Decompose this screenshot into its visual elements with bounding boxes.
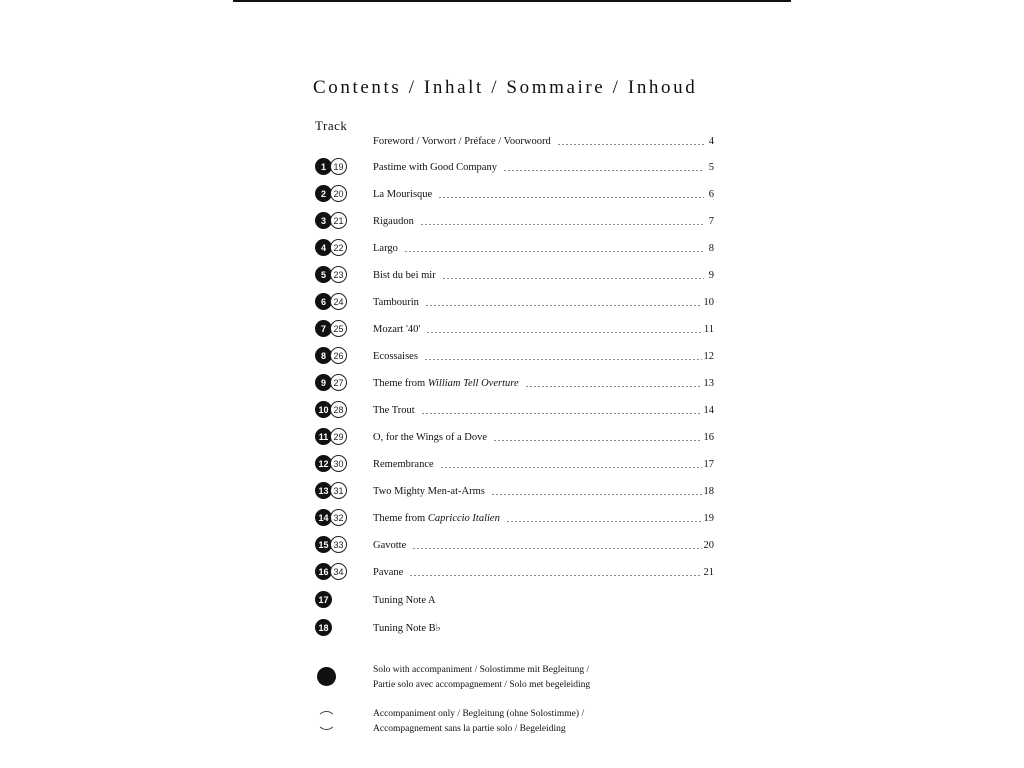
page-title: Contents / Inhalt / Sommaire / Inhoud (313, 77, 698, 98)
entry-title-italic: William Tell Overture (427, 377, 519, 389)
track-number-outline-icon: 24 (330, 293, 347, 310)
page-number: 12 (703, 350, 714, 362)
track-number-outline-icon: 26 (330, 347, 347, 364)
contents-entry (373, 319, 714, 339)
entry-title (373, 540, 412, 551)
page-number: 7 (708, 215, 714, 227)
page-number: 6 (708, 188, 714, 200)
contents-row (0, 481, 1024, 501)
page-number: 8 (708, 242, 714, 254)
contents-entry (373, 590, 714, 610)
contents-entry (373, 157, 714, 177)
page-number: 16 (703, 431, 714, 443)
legend-accompaniment-text (373, 707, 584, 737)
contents-row (0, 211, 1024, 231)
entry-title-text: Mozart '40' (373, 323, 421, 335)
entry-title (373, 432, 493, 443)
entry-title-text: Gavotte (373, 539, 407, 551)
contents-entry (373, 265, 714, 285)
entry-title (373, 513, 506, 524)
entry-title-italic: Capriccio Italien (427, 512, 500, 524)
page-number: 14 (703, 404, 714, 416)
track-number-solid-icon: 7 (315, 320, 332, 337)
dot-leader (412, 548, 701, 549)
page-number: 11 (703, 323, 714, 335)
entry-title (373, 378, 525, 389)
dot-leader (421, 413, 702, 414)
track-number-solid-icon: 18 (315, 619, 332, 636)
contents-row (0, 157, 1024, 177)
contents-row (0, 346, 1024, 366)
entry-title-text: Theme from (373, 377, 428, 389)
contents-entry (373, 454, 714, 474)
contents-row (0, 508, 1024, 528)
page-number: 9 (708, 269, 714, 281)
contents-entry (373, 508, 714, 528)
entry-title-text: Pavane (373, 566, 404, 578)
track-number-outline-icon: 23 (330, 266, 347, 283)
dot-leader (438, 197, 704, 198)
entry-title-text: Two Mighty Men-at-Arms (373, 485, 485, 497)
entry-title-text: Theme from (373, 512, 428, 524)
contents-entry (373, 184, 714, 204)
entry-title-text: Pastime with Good Company (373, 161, 497, 173)
track-number-outline-icon: 33 (330, 536, 347, 553)
contents-row (0, 238, 1024, 258)
dot-leader (424, 359, 702, 360)
page-number: 19 (703, 512, 714, 524)
entry-title-text: Largo (373, 242, 398, 254)
contents-row (0, 373, 1024, 393)
track-number-solid-icon: 12 (315, 455, 332, 472)
track-number-solid-icon: 11 (315, 428, 332, 445)
page-number: 17 (703, 458, 714, 470)
track-number-solid-icon: 14 (315, 509, 332, 526)
track-number-solid-icon: 4 (315, 239, 332, 256)
entry-title-text: Remembrance (373, 458, 434, 470)
legend-solo-line-1: Solo with accompaniment / Solostimme mit Begleitung / (373, 665, 590, 675)
contents-row (0, 131, 1024, 151)
track-number-outline-icon: 30 (330, 455, 347, 472)
entry-title (373, 324, 426, 335)
contents-entry (373, 400, 714, 420)
page-number: 21 (703, 566, 714, 578)
dot-leader (557, 144, 704, 145)
page-number: 10 (703, 296, 714, 308)
entry-title (373, 486, 491, 497)
contents-row (0, 562, 1024, 582)
page-number: 5 (708, 161, 714, 173)
entry-title-text: Bist du bei mir (373, 269, 436, 281)
page-number: 13 (703, 377, 714, 389)
entry-title (373, 351, 424, 362)
track-number-outline-icon: 34 (330, 563, 347, 580)
entry-title (373, 216, 420, 227)
dot-leader (420, 224, 704, 225)
page-number: 4 (708, 135, 714, 147)
dot-leader (493, 440, 702, 441)
page-number: 20 (703, 539, 714, 551)
contents-row (0, 535, 1024, 555)
dot-leader (426, 332, 702, 333)
track-number-outline-icon: 27 (330, 374, 347, 391)
track-number-outline-icon: 29 (330, 428, 347, 445)
track-number-solid-icon: 16 (315, 563, 332, 580)
dot-leader (425, 305, 702, 306)
dot-leader (503, 170, 704, 171)
dot-leader (440, 467, 702, 468)
contents-row (0, 184, 1024, 204)
dot-leader (404, 251, 704, 252)
contents-entry (373, 535, 714, 555)
entry-title (373, 459, 440, 470)
accompaniment-only-icon (317, 711, 336, 730)
entry-title-text: La Mourisque (373, 188, 433, 200)
track-number-outline-icon: 31 (330, 482, 347, 499)
contents-row (0, 454, 1024, 474)
solo-with-accompaniment-icon (317, 667, 336, 686)
track-number-outline-icon: 32 (330, 509, 347, 526)
contents-entry (373, 373, 714, 393)
legend-solo-text (373, 663, 590, 693)
track-column-heading: Track (315, 118, 348, 133)
dot-leader (491, 494, 702, 495)
entry-title (373, 297, 425, 308)
contents-entry (373, 346, 714, 366)
contents-entry (373, 131, 714, 151)
track-number-outline-icon: 20 (330, 185, 347, 202)
entry-title (373, 270, 442, 281)
contents-entry (373, 292, 714, 312)
entry-title (373, 243, 404, 254)
entry-title (373, 136, 557, 147)
contents-entry (373, 618, 714, 638)
contents-row (0, 590, 1024, 610)
track-number-solid-icon: 17 (315, 591, 332, 608)
entry-title (373, 567, 409, 578)
legend-accompaniment-line-2: Accompagnement sans la partie solo / Begeleiding (373, 724, 566, 734)
track-number-solid-icon: 8 (315, 347, 332, 364)
track-number-outline-icon: 22 (330, 239, 347, 256)
entry-title (373, 189, 438, 200)
entry-title (373, 405, 421, 416)
entry-title-text: Foreword / Vorwort / Préface / Voorwoord (373, 135, 551, 147)
entry-title-text: Rigaudon (373, 215, 414, 227)
entry-title-text: Ecossaises (373, 350, 418, 362)
track-number-solid-icon: 15 (315, 536, 332, 553)
entry-title-text: Tuning Note A (373, 594, 436, 606)
track-number-outline-icon: 21 (330, 212, 347, 229)
legend-solo-line-2: Partie solo avec accompagnement / Solo met begeleiding (373, 680, 591, 690)
track-number-solid-icon: 5 (315, 266, 332, 283)
track-number-solid-icon: 2 (315, 185, 332, 202)
track-number-outline-icon: 28 (330, 401, 347, 418)
dot-leader (506, 521, 702, 522)
contents-entry (373, 481, 714, 501)
entry-title (373, 162, 503, 173)
entry-title (373, 595, 442, 606)
dot-leader (442, 278, 704, 279)
contents-entry (373, 562, 714, 582)
page-number: 18 (703, 485, 714, 497)
contents-row (0, 265, 1024, 285)
contents-row (0, 618, 1024, 638)
track-number-solid-icon: 13 (315, 482, 332, 499)
track-number-solid-icon: 6 (315, 293, 332, 310)
contents-row (0, 319, 1024, 339)
entry-title (373, 622, 447, 634)
track-number-solid-icon: 3 (315, 212, 332, 229)
entry-title-text: Tambourin (373, 296, 419, 308)
entry-title-text: The Trout (373, 404, 415, 416)
track-number-solid-icon: 9 (315, 374, 332, 391)
track-number-outline-icon: 19 (330, 158, 347, 175)
contents-entry (373, 211, 714, 231)
entry-title-text: O, for the Wings of a Dove (373, 431, 487, 443)
contents-row (0, 427, 1024, 447)
contents-entry (373, 238, 714, 258)
contents-row (0, 292, 1024, 312)
contents-row (0, 400, 1024, 420)
entry-title-text: Tuning Note B♭ (373, 623, 441, 634)
dot-leader (525, 386, 702, 387)
legend-accompaniment-line-1: Accompaniment only / Begleitung (ohne Solostimme) / (373, 709, 585, 719)
dot-leader (409, 575, 701, 576)
track-number-solid-icon: 10 (315, 401, 332, 418)
contents-entry (373, 427, 714, 447)
track-number-solid-icon: 1 (315, 158, 332, 175)
track-number-outline-icon: 25 (330, 320, 347, 337)
